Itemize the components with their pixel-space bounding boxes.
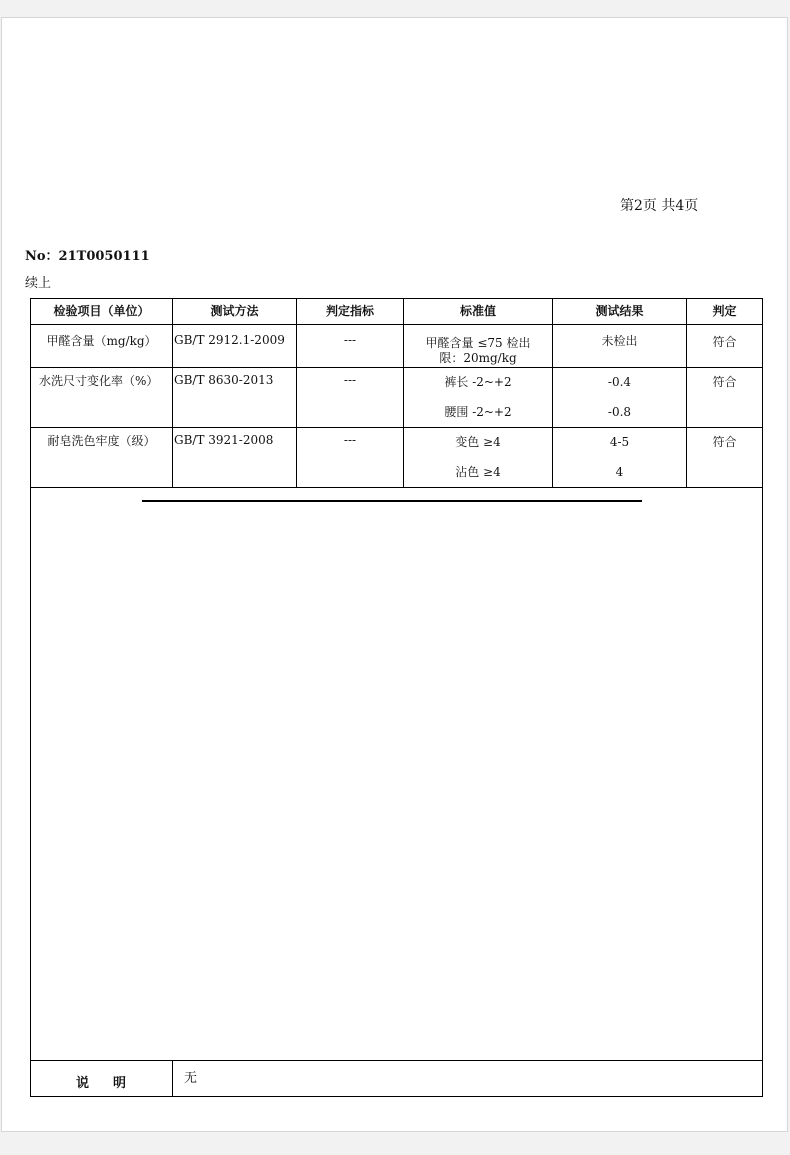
row3-judgement: 符合	[712, 435, 737, 449]
row2-criterion: ---	[343, 373, 357, 387]
table-column-divider	[296, 298, 297, 487]
page-number: 第2页 共4页	[620, 198, 699, 214]
row2-result-length: -0.4	[607, 375, 632, 389]
header-method: 测试方法	[210, 304, 259, 318]
notes-row-divider	[30, 1060, 763, 1061]
row1-judgement: 符合	[712, 335, 737, 349]
row3-result-change: 4-5	[609, 435, 630, 449]
row3-standard-change: 变色 ≥4	[455, 435, 501, 449]
row2-method: GB/T 8630-2013	[174, 373, 274, 387]
row2-standard-length: 裤长 -2~+2	[444, 375, 512, 389]
row3-item: 耐皂洗色牢度（级）	[47, 434, 156, 448]
table-row-divider	[30, 487, 763, 488]
row3-method: GB/T 3921-2008	[174, 433, 274, 447]
row1-criterion: ---	[343, 333, 357, 347]
row1-standard-line2: 限：20mg/kg	[439, 351, 517, 365]
row1-result: 未检出	[601, 334, 638, 348]
row3-result-staining: 4	[615, 465, 624, 479]
table-column-divider	[403, 298, 404, 487]
continued-label: 续上	[25, 276, 52, 291]
row1-standard-line1: 甲醛含量 ≤75 检出	[425, 336, 531, 350]
end-of-table-line	[142, 500, 642, 502]
row2-standard-waist: 腰围 -2~+2	[444, 405, 512, 419]
row2-item: 水洗尺寸变化率（%）	[39, 374, 159, 388]
table-column-divider	[552, 298, 553, 487]
report-number: No：21T0050111	[25, 249, 150, 264]
notes-label: 说明	[75, 1076, 150, 1091]
table-column-divider	[686, 298, 687, 487]
notes-value: 无	[184, 1071, 198, 1086]
header-standard: 标准值	[459, 304, 496, 318]
table-column-divider	[172, 298, 173, 487]
header-result: 测试结果	[595, 304, 644, 318]
table-row-divider	[30, 324, 763, 325]
row2-judgement: 符合	[712, 375, 737, 389]
header-judgement: 判定	[712, 304, 737, 318]
table-row-divider	[30, 367, 763, 368]
header-criterion: 判定指标	[325, 304, 374, 318]
row3-standard-staining: 沾色 ≥4	[455, 465, 501, 479]
notes-column-divider	[172, 1060, 173, 1097]
row1-item: 甲醛含量（mg/kg）	[46, 334, 157, 348]
row3-criterion: ---	[343, 433, 357, 447]
header-item: 检验项目（单位）	[53, 304, 150, 318]
row1-method: GB/T 2912.1-2009	[174, 333, 285, 347]
table-row-divider	[30, 427, 763, 428]
row2-result-waist: -0.8	[607, 405, 632, 419]
